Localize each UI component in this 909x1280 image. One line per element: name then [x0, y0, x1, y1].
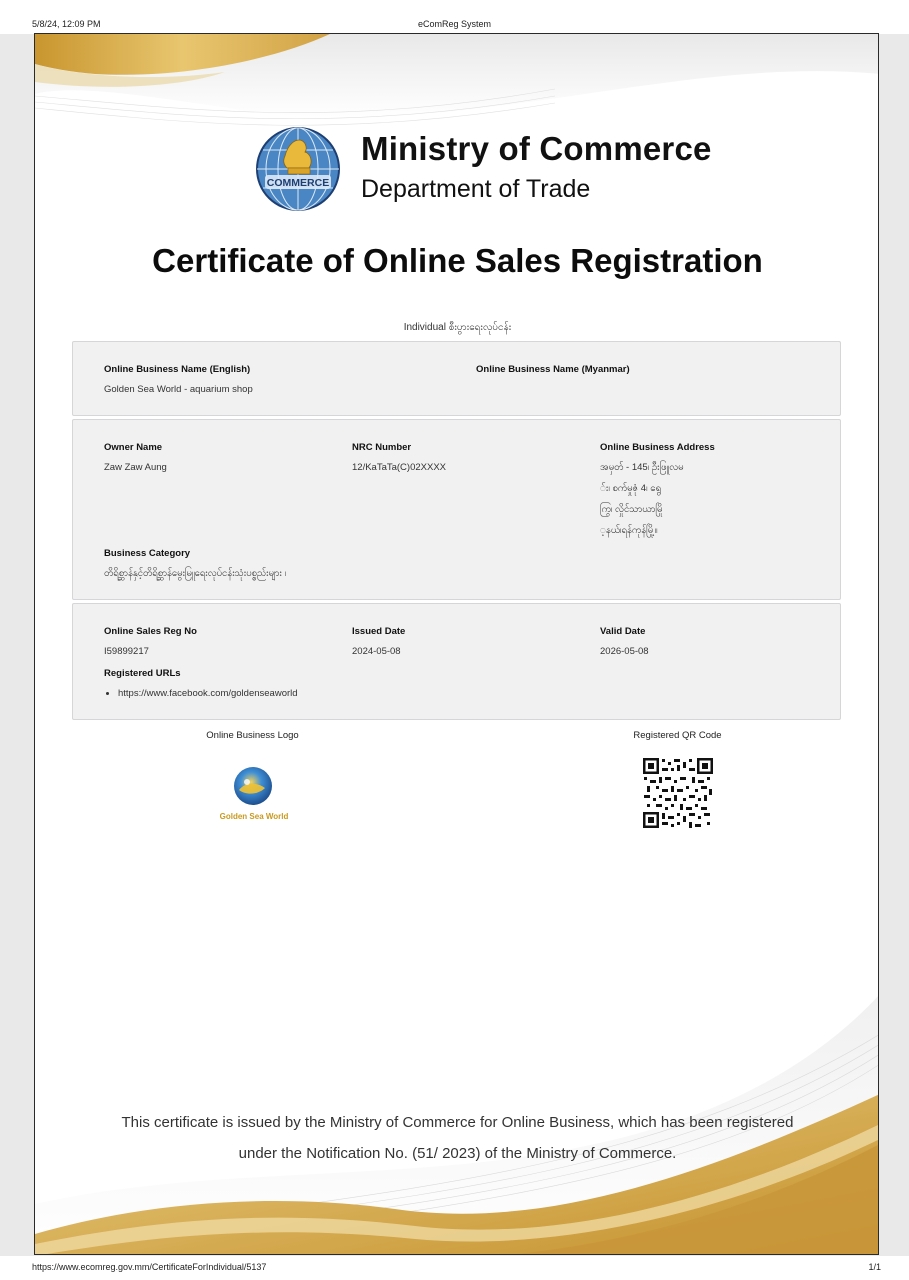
certificate-statement: [95, 1107, 820, 1169]
qr-code-caption: Registered QR Code: [633, 730, 722, 741]
certificate-title: Certificate of Online Sales Registration: [152, 242, 763, 279]
owner-name-value: Zaw Zaw Aung: [104, 462, 167, 473]
reg-no-label: Online Sales Reg No: [104, 626, 197, 637]
address-line: ့နယ်၊ရန်ကုန်မြို့။: [600, 525, 658, 536]
business-logo-caption: Online Business Logo: [206, 730, 299, 741]
address-line: ်း၊ စက်မှုဇုံ 4၊ ရွေ: [600, 483, 662, 494]
registration-panel: [72, 603, 841, 720]
print-datetime: 5/8/24, 12:09 PM: [32, 19, 101, 29]
print-url: https://www.ecomreg.gov.mm/CertificateForIndividual/5137: [32, 1262, 267, 1272]
valid-date-label: Valid Date: [600, 626, 646, 637]
business-logo: [209, 764, 299, 824]
valid-date-value: 2026-05-08: [600, 646, 649, 657]
registered-qr-code: [643, 758, 713, 828]
business-category-label: Business Category: [104, 548, 191, 559]
issued-date-value: 2024-05-08: [352, 646, 401, 657]
owner-panel: [72, 419, 841, 600]
print-page-number: 1/1: [868, 1262, 881, 1272]
ministry-emblem: [255, 126, 341, 212]
business-name-panel: [72, 341, 841, 416]
reg-no-value: I59899217: [104, 646, 149, 657]
statement-line-2: under the Notification No. (51/ 2023) of the Ministry of Commerce.: [238, 1145, 677, 1162]
department-name: Department of Trade: [361, 175, 591, 203]
registered-urls-list: [104, 687, 298, 701]
business-name-english-label: Online Business Name (English): [104, 364, 251, 375]
address-line: အမှတ် - 145၊ ဦးဖြူလမ: [600, 462, 684, 473]
business-logo-text: Golden Sea World: [219, 812, 289, 821]
nrc-label: NRC Number: [352, 442, 412, 453]
business-category-value: တိရိစ္ဆာန်နှင့်တိရိစ္ဆာန်မွေးမြူရေးလုပ်ငန်းသုံးပစ္စည်းများ ၊: [104, 568, 286, 579]
issued-date-label: Issued Date: [352, 626, 406, 637]
business-name-myanmar-label: Online Business Name (Myanmar): [476, 364, 630, 375]
certificate-page: [34, 33, 879, 1255]
emblem-text: COMMERCE: [266, 177, 330, 189]
nrc-value: 12/KaTaTa(C)02XXXX: [352, 462, 446, 473]
address-label: Online Business Address: [600, 442, 715, 453]
business-name-english-value: Golden Sea World - aquarium shop: [104, 384, 253, 395]
registered-urls-label: Registered URLs: [104, 668, 181, 679]
registered-url[interactable]: • https://www.facebook.com/goldenseaworld: [118, 687, 298, 701]
statement-line-1: This certificate is issued by the Ministry of Commerce for Online Business, which has been registered: [121, 1114, 794, 1131]
print-footer: [0, 1256, 909, 1280]
owner-name-label: Owner Name: [104, 442, 163, 453]
address-value: [600, 457, 800, 541]
print-header: [0, 0, 909, 34]
ministry-name: Ministry of Commerce: [361, 130, 712, 167]
business-type: Individual စီးပွားရေးလုပ်ငန်း: [403, 322, 512, 333]
print-system-title: eComReg System: [417, 19, 492, 29]
address-line: ကြွ၊ လှိုင်သာယာမြို: [600, 504, 663, 515]
